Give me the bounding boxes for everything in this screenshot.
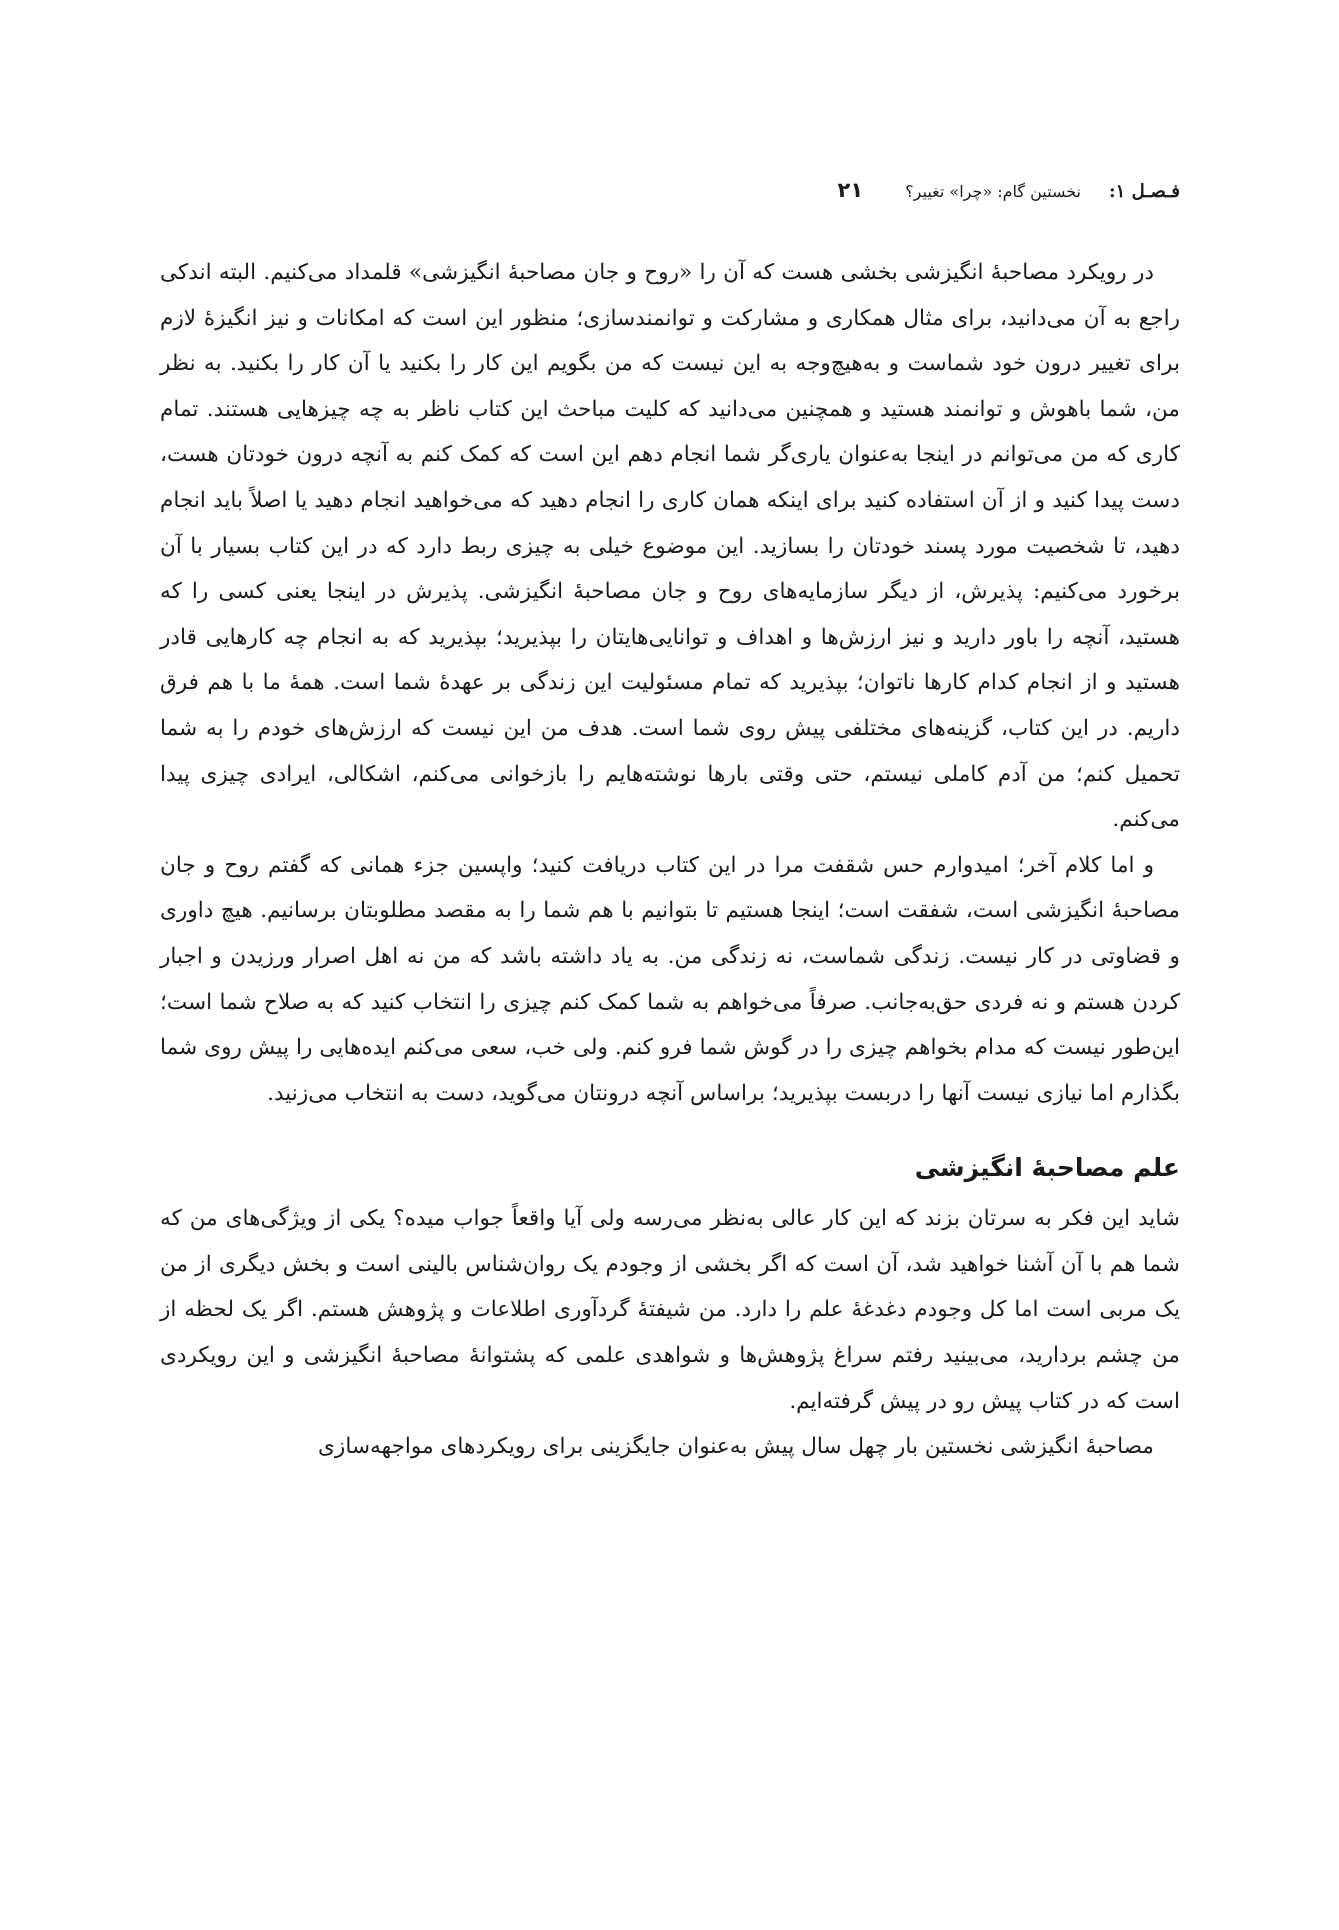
chapter-label: فـصـل ۱: — [1109, 181, 1180, 202]
paragraph-history: مصاحبهٔ انگیزشی نخستین بار چهل سال پیش به‌عنوان جایگزینی برای رویکردهای مواجهه‌سازی — [318, 1434, 1154, 1460]
book-page — [160, 0, 1180, 1930]
paragraph-science: شاید این فکر به سرتان بزند که این کار عالی به‌نظر می‌رسه ولی آیا واقعاً جواب میده؟ یکی از ویژگی‌های من که شما هم با آن آشنا خواهید شد، آن است که اگر بخشی از وجودم یک روان‌شناس بالینی است و بخش دیگری از من یک مربی است اما کل وجودم دغدغهٔ علم را دارد. من شیفتهٔ گردآوری اطلاعات و پژوهش هستم. اگر یک لحظه از من چشم بردارید، می‌بینید رفتم سراغ پژوهش‌ها و شواهدی علمی که پشتوانهٔ مصاحبهٔ انگیزشی و این رویکردی است که در کتاب پیش رو در پیش گرفته‌ایم. — [160, 1206, 1180, 1414]
section-heading: علم مصاحبهٔ انگیزشی — [914, 1153, 1180, 1183]
chapter-title: نخستین گام: «چرا» تغییر؟ — [905, 182, 1081, 201]
paragraph-spirit-of-mi: در رویکرد مصاحبهٔ انگیزشی بخشی هست که آن را «روح و جان مصاحبهٔ انگیزشی» قلمداد می‌کنیم. البته اندکی راجع به آن می‌دانید، برای مثال همکاری و مشارکت و توانمندسازی؛ منظور این است که امکانات و نیز انگیزهٔ لازم برای تغییر درون خود شماست و به‌هیچ‌وجه به این نیست که من بگویم این کار را بکنید یا آن کار را بکنید. به نظر من، شما باهوش و توانمند هستید و همچنین می‌دانید که کلیت مباحث این کتاب ناظر به چه چیزهایی هستند. تمام کاری که من می‌توانم در اینجا به‌عنوان یاری‌گر شما انجام دهم این است که کمک کنم به آنچه درون خودتان هست، دست پیدا کنید و از آن استفاده کنید برای اینکه همان کاری را انجام دهید که می‌خواهید انجام دهید یا اصلاً باید انجام دهید، تا شخصیت مورد پسند خودتان را بسازید. این موضوع خیلی به چیزی ربط دارد که در این کتاب بسیار با آن برخورد می‌کنیم: پذیرش، از دیگر سازمایه‌های روح و جان مصاحبهٔ انگیزشی. پذیرش در اینجا یعنی کسی را که هستید، آنچه را باور دارید و نیز ارزش‌ها و اهداف و توانایی‌هایتان را بپذیرید؛ بپذیرید که به انجام چه کارهایی قادر هستید و از انجام کدام کارها ناتوان؛ بپذیرید که تمام مسئولیت این زندگی بر عهدهٔ شما است. همهٔ ما با هم فرق داریم. در این کتاب، گزینه‌های مختلفی پیش روی شما است. هدف من این نیست که ارزش‌های خودم را به شما تحمیل کنم؛ من آدم کاملی نیستم، حتی وقتی بارها نوشته‌هایم را بازخوانی می‌کنم، اشکالی، ایرادی چیزی پیدا می‌کنم. — [160, 260, 1180, 833]
body-text — [160, 250, 1180, 1470]
running-header — [838, 178, 1180, 202]
page-number: ۲۱ — [837, 178, 864, 202]
paragraph-compassion: و اما کلام آخر؛ امیدوارم حس شقفت مرا در این کتاب دریافت کنید؛ واپسین جزء همانی که گفتم روح و جان مصاحبهٔ انگیزشی است، شفقت است؛ اینجا هستیم تا بتوانیم با هم شما را به مقصد مطلوبتان برسانیم. هیچ داوری و قضاوتی در کار نیست. زندگی شماست، نه زندگی من. به یاد داشته باشد که من نه اهل اصرار ورزیدن و اجبار کردن هستم و نه فردی حق‌به‌جانب. صرفاً می‌خواهم به شما کمک کنم چیزی را انتخاب کنید که به صلاح شما است؛ این‌طور نیست که مدام بخواهم چیزی را در گوش شما فرو کنم. ولی خب، سعی می‌کنم ایده‌هایی را پیش روی شما بگذارم اما نیازی نیست آنها را دربست بپذیرید؛ براساس آنچه درونتان می‌گوید، دست به انتخاب می‌زنید. — [160, 852, 1180, 1106]
